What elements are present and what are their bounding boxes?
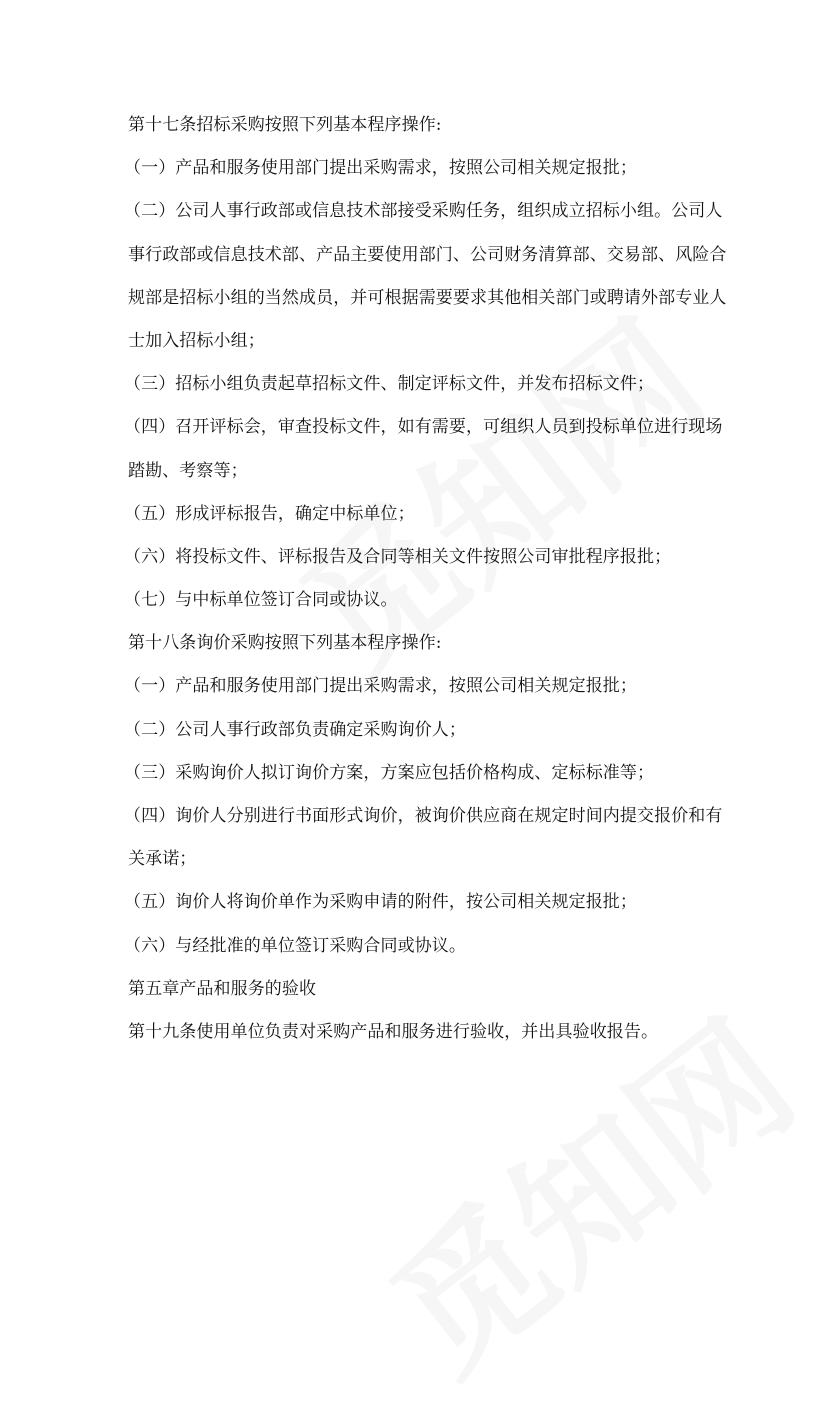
- article-18-item-5: （五）询价人将询价单作为采购申请的附件，按公司相关规定报批；: [124, 892, 637, 913]
- article-17-item-5: （五）形成评标报告，确定中标单位；: [124, 503, 415, 524]
- article-17-item-2-line-2: 事行政部或信息技术部、产品主要使用部门、公司财务清算部、交易部、风险合: [128, 244, 727, 265]
- article-17-heading: 第十七条招标采购按照下列基本程序操作:: [128, 115, 442, 135]
- article-18-item-1: （一）产品和服务使用部门提出采购需求，按照公司相关规定报批；: [124, 676, 637, 697]
- document-body: [124, 104, 728, 1054]
- article-17-item-7: （七）与中标单位签订合同或协议。: [124, 590, 398, 611]
- article-17-item-1: （一）产品和服务使用部门提出采购需求，按照公司相关规定报批；: [124, 158, 637, 179]
- article-17-item-2-line-4: 士加入招标小组；: [128, 330, 265, 351]
- article-17-item-4-line-1: （四）召开评标会，审查投标文件，如有需要，可组织人员到投标单位进行现场: [124, 417, 723, 438]
- article-19: 第十九条使用单位负责对采购产品和服务进行验收，并出具验收报告。: [128, 1021, 659, 1042]
- chapter-5-heading: 第五章产品和服务的验收: [128, 978, 317, 999]
- article-18-heading: 第十八条询价采购按照下列基本程序操作:: [128, 633, 442, 654]
- article-18-item-6: （六）与经批准的单位签订采购合同或协议。: [124, 935, 466, 956]
- article-17-item-4-line-2: 踏勘、考察等；: [128, 460, 248, 481]
- article-18-item-3: （三）采购询价人拟订询价方案，方案应包括价格构成、定标标准等；: [124, 762, 655, 783]
- article-17-item-3: （三）招标小组负责起草招标文件、制定评标文件，并发布招标文件；: [124, 374, 655, 395]
- article-18-item-2: （二）公司人事行政部负责确定采购询价人；: [124, 719, 466, 740]
- article-17-item-6: （六）将投标文件、评标报告及合同等相关文件按照公司审批程序报批；: [124, 546, 672, 567]
- article-17-item-2-line-1: （二）公司人事行政部或信息技术部接受采购任务，组织成立招标小组。公司人: [124, 201, 723, 222]
- article-17-item-2-line-3: 规部是招标小组的当然成员，并可根据需要要求其他相关部门或聘请外部专业人: [128, 287, 727, 308]
- article-18-item-4-line-1: （四）询价人分别进行书面形式询价，被询价供应商在规定时间内提交报价和有: [124, 806, 723, 826]
- article-18-item-4-line-2: 关承诺；: [128, 849, 197, 870]
